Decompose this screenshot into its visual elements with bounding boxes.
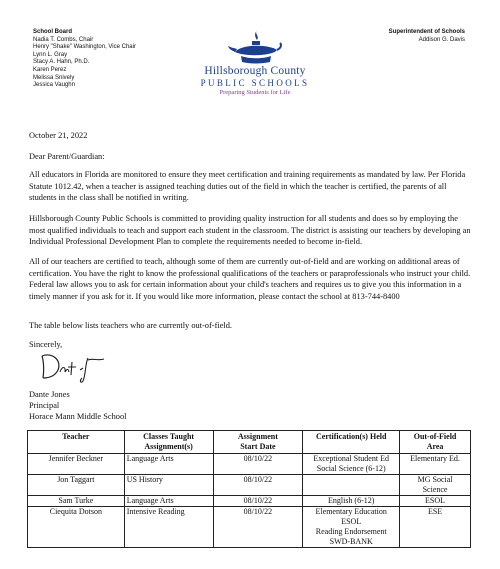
cell-out-of-field: ESOL bbox=[400, 496, 471, 507]
board-member: Henry "Shake" Washington, Vice Chair bbox=[33, 44, 136, 51]
board-member: Karen Perez bbox=[33, 66, 67, 73]
cell-start-date: 08/10/22 bbox=[213, 507, 303, 548]
cell-out-of-field: Elementary Ed. bbox=[400, 454, 471, 475]
cell-start-date: 08/10/22 bbox=[213, 475, 303, 496]
cell-teacher: Jon Taggart bbox=[28, 475, 125, 496]
closing: Sincerely, bbox=[29, 340, 63, 349]
cell-class: Language Arts bbox=[124, 454, 213, 475]
table-row bbox=[28, 507, 471, 548]
cell-teacher: Jennifer Beckner bbox=[28, 454, 125, 475]
table-row bbox=[28, 496, 471, 507]
signer-name: Dante Jones bbox=[29, 390, 70, 399]
superintendent-name: Addison G. Davis bbox=[418, 36, 465, 43]
cell-teacher: Sam Turke bbox=[28, 496, 125, 507]
paragraph-district-commitment: Hillsborough County Public Schools is committed to providing quality instruction for all students and does so by employing the most qualified individuals to teach and support each student in the classroom. The district is assisting our teachers by developing an Individual Professional Development Plan to complete the requirements needed to become in-field. bbox=[29, 214, 471, 247]
letter-date: October 21, 2022 bbox=[29, 131, 88, 140]
col-header-certifications: Certification(s) Held bbox=[303, 431, 400, 454]
cell-start-date: 08/10/22 bbox=[213, 454, 303, 475]
handwritten-signature bbox=[38, 348, 108, 384]
salutation: Dear Parent/Guardian: bbox=[29, 152, 105, 161]
cell-certification: Elementary Education ESOL Reading Endorsement SWD-BANK bbox=[303, 507, 400, 548]
board-member: Jessica Vaughn bbox=[33, 82, 75, 89]
cell-certification: Exceptional Student Ed Social Science (6-12) bbox=[303, 454, 400, 475]
district-logo bbox=[180, 26, 330, 96]
cell-class: Intensive Reading bbox=[124, 507, 213, 548]
school-board-list bbox=[33, 29, 136, 90]
paragraph-certification-law: All educators in Florida are monitored to ensure they meet certification and training requirements as mandated by law. Per Florida Statute 1012.42, when a teacher is assigned teaching duties out of the field in which the teacher is certified, the parents of all students in the class shall be notified in writing. bbox=[29, 170, 466, 203]
school-board-heading: School Board bbox=[33, 29, 73, 35]
table-header-row bbox=[28, 431, 471, 454]
table-row bbox=[28, 454, 471, 475]
lamp-of-learning-icon bbox=[227, 26, 283, 64]
out-of-field-teachers-table bbox=[27, 430, 471, 548]
logo-public-schools: PUBLIC SCHOOLS bbox=[200, 78, 310, 88]
logo-district-name: Hillsborough County bbox=[204, 65, 306, 77]
logo-tagline: Preparing Students for Life bbox=[219, 89, 291, 96]
board-member: Lynn L. Gray bbox=[33, 51, 68, 58]
board-member: Melissa Snively bbox=[33, 74, 75, 81]
cell-out-of-field: ESE bbox=[400, 507, 471, 548]
cell-certification bbox=[303, 475, 400, 496]
paragraph-table-intro: The table below lists teachers who are currently out-of-field. bbox=[29, 321, 233, 330]
cell-teacher: Ciequita Dotson bbox=[28, 507, 125, 548]
cell-class: US History bbox=[124, 475, 213, 496]
signer-title: Principal bbox=[29, 401, 60, 410]
col-header-teacher: Teacher bbox=[28, 431, 125, 454]
cell-certification: English (6-12) bbox=[303, 496, 400, 507]
school-name: Horace Mann Middle School bbox=[29, 412, 127, 421]
paragraph-parent-rights: All of our teachers are certified to teach, although some of them are currently out-of-field and are working on additional areas of certification. You have the right to know the professional qualifications of the teachers or paraprofessionals who instruct your child. Federal law allows you to ask for certain information about your child's teachers and requires us to give you this information in a timely manner if you ask for it. If you would like more information, please contact the school at 813-744-8400 bbox=[29, 257, 471, 301]
col-header-start-date: Assignment Start Date bbox=[213, 431, 303, 454]
superintendent-block bbox=[389, 29, 465, 44]
board-member: Stacy A. Hahn, Ph.D. bbox=[33, 59, 90, 66]
cell-out-of-field: MG Social Science bbox=[400, 475, 471, 496]
col-header-classes: Classes Taught Assignment(s) bbox=[124, 431, 213, 454]
cell-start-date: 08/10/22 bbox=[213, 496, 303, 507]
board-member: Nadia T. Combs, Chair bbox=[33, 36, 94, 43]
col-header-out-of-field-area: Out-of-Field Area bbox=[400, 431, 471, 454]
table-row bbox=[28, 475, 471, 496]
cell-class: Language Arts bbox=[124, 496, 213, 507]
superintendent-heading: Superintendent of Schools bbox=[388, 29, 465, 35]
